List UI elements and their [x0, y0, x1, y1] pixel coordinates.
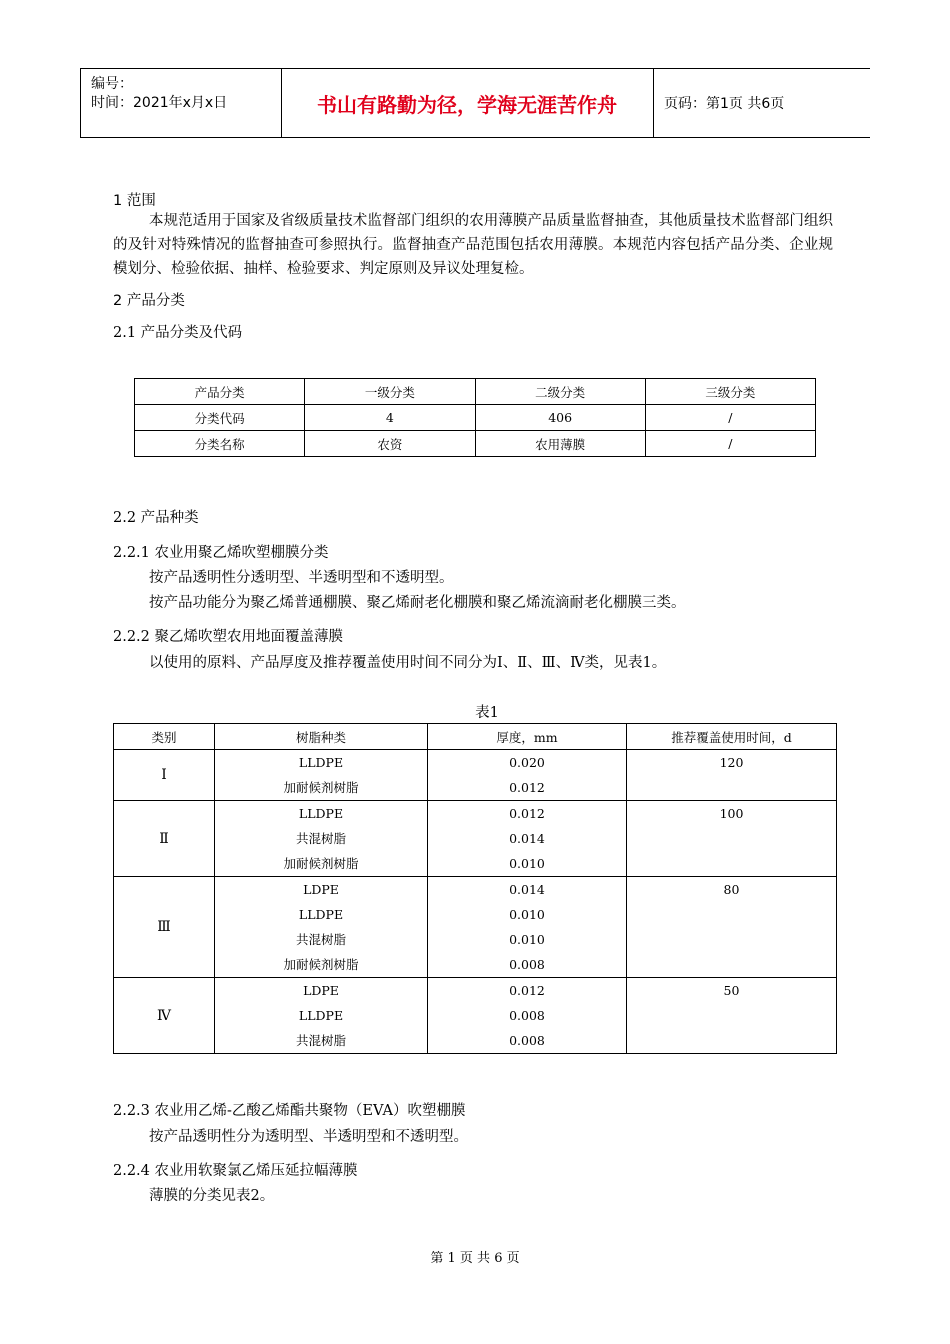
resin-item: LDPE — [303, 882, 339, 897]
table-header-cell: 推荐覆盖使用时间，d — [627, 724, 837, 750]
thickness-cell — [428, 877, 627, 978]
page-header — [80, 68, 870, 138]
table-cell: 产品分类 — [135, 379, 305, 405]
resin-cell — [215, 801, 428, 877]
page-footer: 第 1 页 共 6 页 — [430, 1251, 520, 1266]
table-cell: 4 — [305, 405, 475, 431]
table-row — [114, 801, 837, 877]
time-item: 50 — [723, 983, 740, 998]
resin-item: LLDPE — [298, 755, 344, 770]
table-cell: 三级分类 — [645, 379, 815, 405]
section-2-1-heading: 2.1 产品分类及代码 — [113, 325, 243, 341]
time-cell — [627, 801, 837, 877]
section-2-2-4-heading: 2.2.4 农业用软聚氯乙烯压延拉幅薄膜 — [113, 1163, 358, 1179]
table-cell: 分类名称 — [135, 431, 305, 457]
resin-cell — [215, 978, 428, 1054]
table-header-row — [114, 724, 837, 750]
table-cell: 农用薄膜 — [475, 431, 645, 457]
code-label: 编号： — [91, 76, 133, 92]
section-2-2-heading: 2.2 产品种类 — [113, 510, 199, 526]
thickness-cell — [428, 801, 627, 877]
thickness-item: 0.008 — [509, 957, 545, 972]
table-1-caption: 表1 — [475, 705, 499, 721]
time-cell — [627, 750, 837, 801]
thickness-item: 0.014 — [509, 831, 545, 846]
thickness-item: 0.008 — [509, 1033, 545, 1048]
section-2-2-2-line-1: 以使用的原料、产品厚度及推荐覆盖使用时间不同分为Ⅰ、Ⅱ、Ⅲ、Ⅳ类，见表1。 — [149, 655, 667, 671]
resin-item: LLDPE — [298, 806, 344, 821]
table-header-cell: 树脂种类 — [215, 724, 428, 750]
section-2-2-3-heading: 2.2.3 农业用乙烯-乙酸乙烯酯共聚物（EVA）吹塑棚膜 — [113, 1103, 466, 1119]
thickness-item: 0.012 — [509, 780, 545, 795]
table-header-cell: 类别 — [114, 724, 215, 750]
resin-item: 加耐候剂树脂 — [283, 780, 359, 795]
table-cell: 二级分类 — [475, 379, 645, 405]
table-cell: 406 — [475, 405, 645, 431]
class-cell: Ⅱ — [114, 801, 215, 877]
thickness-item: 0.010 — [509, 932, 545, 947]
section-2-heading: 2 产品分类 — [113, 293, 185, 309]
thickness-item: 0.014 — [509, 882, 545, 897]
time-item: 80 — [723, 882, 740, 897]
section-1-heading: 1 范围 — [113, 193, 156, 209]
time-cell — [627, 877, 837, 978]
thickness-item: 0.010 — [509, 856, 545, 871]
table-1 — [113, 723, 837, 1054]
section-1-paragraph: 本规范适用于国家及省级质量技术监督部门组织的农用薄膜产品质量监督抽查，其他质量技术监督部门组织的及针对特殊情况的监督抽查可参照执行。监督抽查产品范围包括农用薄膜。本规范内容包括产品分类、企业规模划分、检验依据、抽样、检验要求、判定原则及异议处理复检。 — [113, 213, 833, 277]
table-cell: / — [645, 405, 815, 431]
time-item: 120 — [719, 755, 744, 770]
resin-cell — [215, 877, 428, 978]
section-2-2-1-line-1: 按产品透明性分透明型、半透明型和不透明型。 — [149, 570, 454, 586]
classification-code-table — [134, 378, 816, 457]
time-label: 时间：2021年x月x日 — [91, 95, 228, 111]
thickness-item: 0.012 — [509, 983, 545, 998]
header-page-info: 页码：第1页 共6页 — [664, 96, 785, 112]
section-2-2-2-heading: 2.2.2 聚乙烯吹塑农用地面覆盖薄膜 — [113, 629, 344, 645]
table-row — [114, 978, 837, 1054]
thickness-cell — [428, 978, 627, 1054]
header-motto: 书山有路勤为径，学海无涯苦作舟 — [281, 69, 654, 137]
section-2-2-3-line-1: 按产品透明性分为透明型、半透明型和不透明型。 — [149, 1129, 468, 1145]
table-cell: 分类代码 — [135, 405, 305, 431]
resin-item: 共混树脂 — [295, 1033, 346, 1048]
resin-item: LLDPE — [298, 907, 344, 922]
section-2-2-1-heading: 2.2.1 农业用聚乙烯吹塑棚膜分类 — [113, 545, 329, 561]
header-meta — [80, 69, 282, 137]
thickness-item: 0.010 — [509, 907, 545, 922]
table-row — [135, 431, 816, 457]
resin-cell — [215, 750, 428, 801]
class-cell: Ⅲ — [114, 877, 215, 978]
table-cell: 一级分类 — [305, 379, 475, 405]
table-cell: 农资 — [305, 431, 475, 457]
class-cell: Ⅳ — [114, 978, 215, 1054]
resin-item: 共混树脂 — [295, 932, 346, 947]
resin-item: 加耐候剂树脂 — [283, 957, 359, 972]
table-cell: / — [645, 431, 815, 457]
section-2-2-4-line-1: 薄膜的分类见表2。 — [149, 1188, 275, 1204]
resin-item: LDPE — [303, 983, 339, 998]
section-2-2-1-line-2: 按产品功能分为聚乙烯普通棚膜、聚乙烯耐老化棚膜和聚乙烯流滴耐老化棚膜三类。 — [149, 595, 686, 611]
table-header-cell: 厚度，mm — [428, 724, 627, 750]
thickness-item: 0.020 — [509, 755, 545, 770]
thickness-item: 0.012 — [509, 806, 545, 821]
resin-item: LLDPE — [298, 1008, 344, 1023]
class-cell: Ⅰ — [114, 750, 215, 801]
thickness-cell — [428, 750, 627, 801]
table-row — [114, 750, 837, 801]
resin-item: 共混树脂 — [295, 831, 346, 846]
thickness-item: 0.008 — [509, 1008, 545, 1023]
time-item: 100 — [719, 806, 744, 821]
table-row — [114, 877, 837, 978]
table-row — [135, 405, 816, 431]
time-cell — [627, 978, 837, 1054]
table-row — [135, 379, 816, 405]
resin-item: 加耐候剂树脂 — [283, 856, 359, 871]
